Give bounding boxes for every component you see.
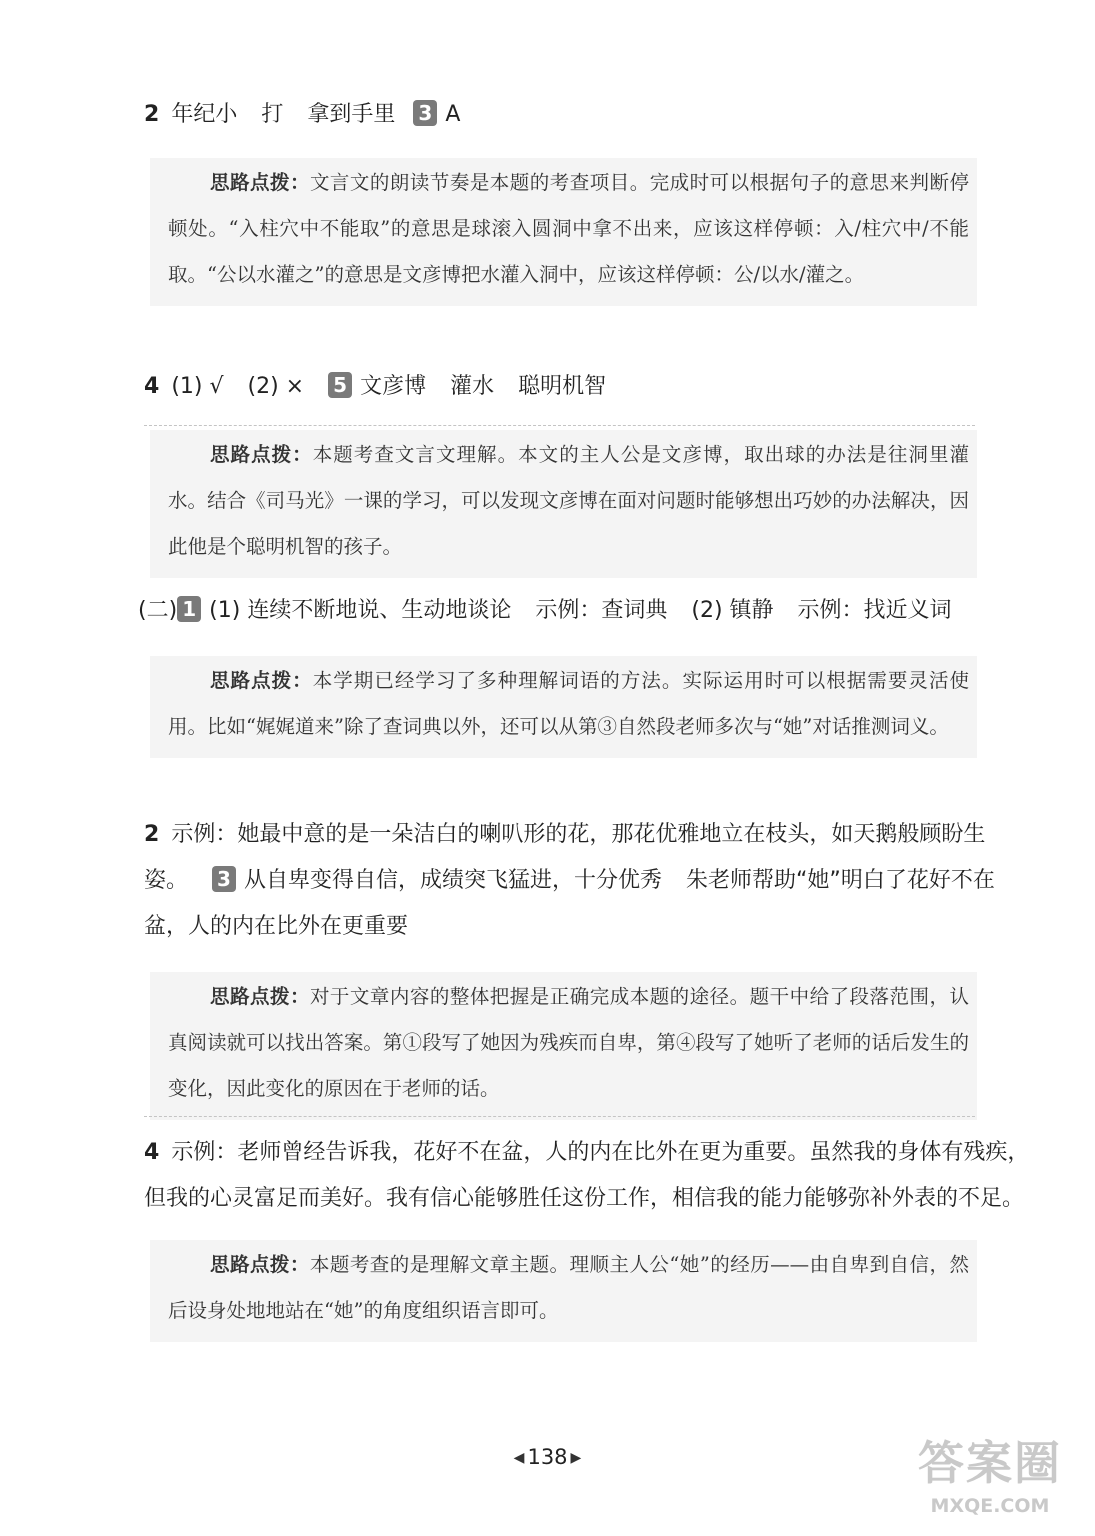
right-arrow-icon: ▶: [570, 1450, 582, 1466]
divider: [144, 1116, 975, 1117]
answer-line-5: 4 示例：老师曾经告诉我，花好不在盆，人的内在比外在更为重要。虽然我的身体有残疾， 但我的心灵富足而美好。我有信心能够胜任这份工作，相信我的能力能够弥补外表的不足。: [144, 1140, 1030, 1211]
answer-line-1: 2 年纪小 打 拿到手里 3 A: [144, 101, 461, 127]
hint-box-2: [150, 430, 977, 578]
divider: [144, 425, 975, 426]
hint-label: 思路点拨：: [210, 171, 310, 194]
hint-box-3: [150, 656, 977, 758]
question-number: 2: [144, 102, 160, 127]
page-number-text: 138: [527, 1445, 568, 1469]
hint-text: 本题考查的是理解文章主题。理顺主人公“她”的经历——由自卑到自信，然后设身处地地站在“她”的角度组织语言即可。: [168, 1253, 969, 1322]
hint-box-5: [150, 1240, 977, 1342]
watermark-title: 答案圈: [918, 1436, 1062, 1490]
question-number-badge: 1: [177, 596, 201, 622]
hint-label: 思路点拨：: [210, 669, 313, 692]
hint-label: 思路点拨：: [210, 1253, 310, 1276]
hint-text: 对于文章内容的整体把握是正确完成本题的途径。题干中给了段落范围，认真阅读就可以找出答案。第①段写了她因为残疾而自卑，第④段写了她听了老师的话后发生的变化，因此变化的原因在于老师的话。: [168, 985, 969, 1100]
hint-text: 文言文的朗读节奏是本题的考查项目。完成时可以根据句子的意思来判断停顿处。“入柱穴中不能取”的意思是球滚入圆洞中拿不出来，应该这样停顿：入/柱穴中/不能取。“公以水灌之”的意思是文彦博把水灌入洞中，应该这样停顿：公/以水/灌之。: [168, 171, 969, 286]
hint-box-4: [150, 972, 977, 1120]
watermark-url: MXQE.COM: [930, 1495, 1050, 1517]
hint-label: 思路点拨：: [210, 985, 310, 1008]
question-number: 2: [144, 822, 160, 847]
question-number-badge: 3: [212, 866, 236, 892]
watermark-logo: [901, 1434, 1079, 1530]
hint-box-1: [150, 158, 977, 306]
answer-line-3: (二) 1 (1) 连续不断地说、生动地谈论 示例：查词典 (2) 镇静 示例：找近义词: [138, 597, 952, 623]
question-number-badge: 3: [413, 100, 437, 126]
answer-line-2: 4 (1) √ (2) × 5 文彦博 灌水 聪明机智: [144, 373, 607, 399]
question-number-badge: 5: [328, 372, 352, 398]
hint-text: 本学期已经学习了多种理解词语的方法。实际运用时可以根据需要灵活使用。比如“娓娓道来”除了查词典以外，还可以从第③自然段老师多次与“她”对话推测词义。: [168, 669, 969, 738]
question-number: 4: [144, 1140, 160, 1165]
hint-text: 本题考查文言文理解。本文的主人公是文彦博，取出球的办法是往洞里灌水。结合《司马光》一课的学习，可以发现文彦博在面对问题时能够想出巧妙的办法解决，因此他是个聪明机智的孩子。: [168, 443, 969, 558]
left-arrow-icon: ◀: [513, 1450, 525, 1466]
answer-line-4: 2 示例：她最中意的是一朵洁白的喇叭形的花，那花优雅地立在枝头，如天鹅般顾盼生 姿。 3 从自卑变得自信，成绩突飞猛进，十分优秀 朱老师帮助“她”明白了花好不在 盆，人的内在比外在更重要: [144, 822, 995, 939]
hint-label: 思路点拨：: [210, 443, 313, 466]
question-number: 4: [144, 374, 160, 399]
